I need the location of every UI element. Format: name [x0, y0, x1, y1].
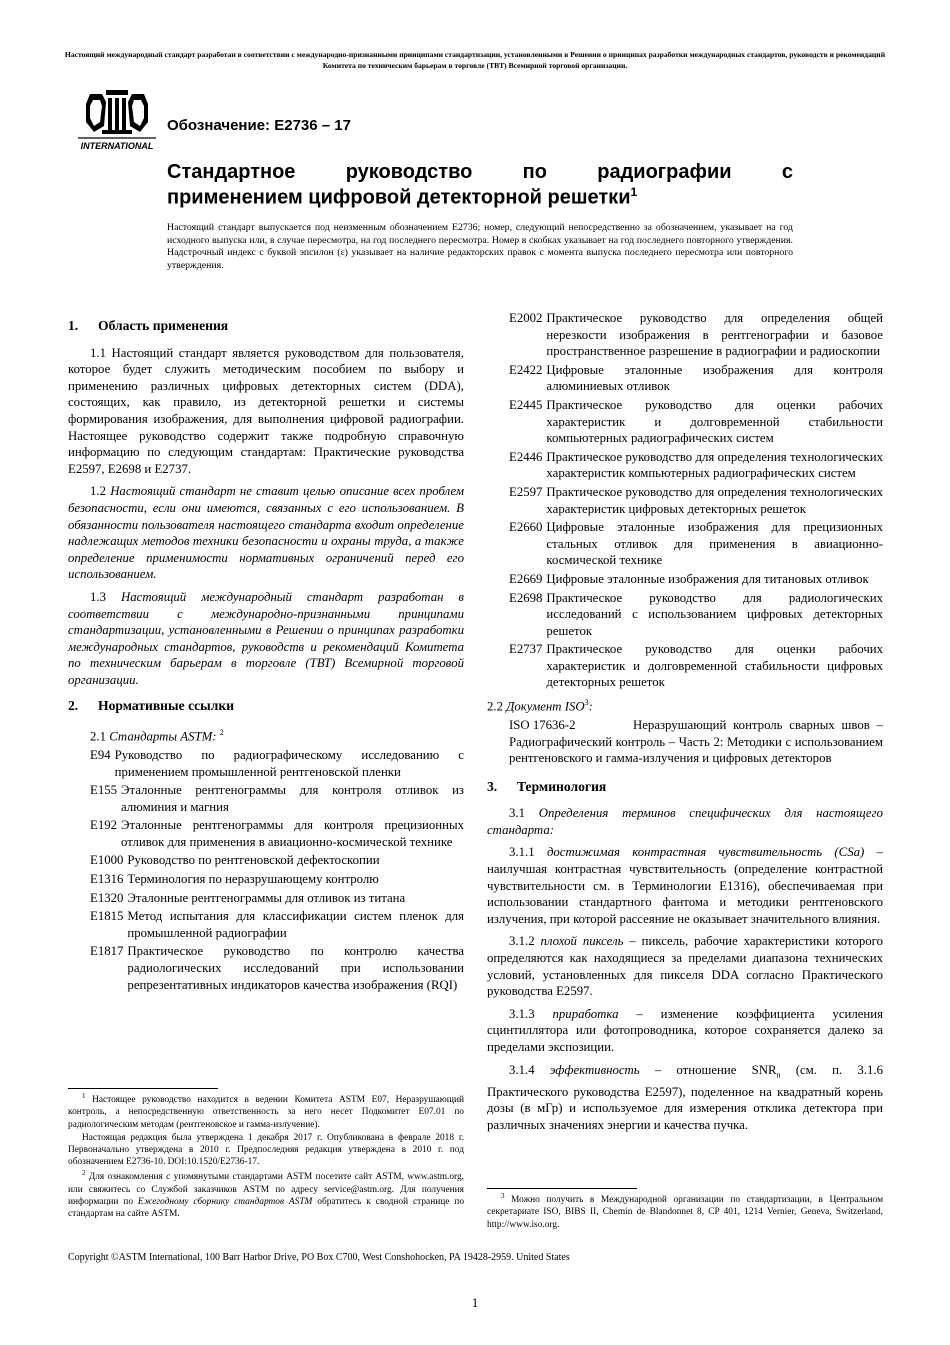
footnote-2: $^2$ Для ознакомления с упомянутыми стандартами ASTM посетите сайт ASTM, www.astm.org, или свяжитесь со Службой заказчиков ASTM по адресу service@astm.org. Для получения информации по Ежегодному сборнику стандартов ASTM обратитесь к сводной странице по стандартам на сайте ASTM.	[68, 1169, 465, 1220]
reference-list-left	[68, 747, 464, 993]
subsection-2-1: 2.1 Стандарты ASTM: $^2$	[90, 728, 224, 744]
reference-code: E2002	[509, 311, 543, 325]
paragraph-1-2: 1.2 Настоящий стандарт не ставит целью описание всех проблем безопасности, если они имеются, связанных с его использованием. В обязанности пользователя настоящего стандарта входит определение надлежащих методов техники безопасности и охраны труда, а также определение применимости нормативных ограничений перед его использованием.	[68, 484, 464, 582]
reference-title: Эталонные рентгенограммы для контроля прецизионных отливок для применения в авиационно-космической технике	[121, 818, 464, 849]
reference-code: E2422	[509, 362, 543, 377]
reference-title: Практическое руководство для радиологических исследований с использованием цифровых детекторных решеток	[546, 590, 883, 638]
reference-title: Метод испытания для классификации систем пленок для промышленной радиографии	[127, 909, 464, 940]
footnote-1-approval: Настоящая редакция была утверждена 1 декабря 2017 г. Опубликована в феврале 2018 г. Первоначально утверждена в 2010 г. Предпоследняя редакция утверждена в 2010 г. под обозначением E2736-10. DOI:10.1520/E2736-17.	[68, 1132, 464, 1168]
reference-list-right	[487, 310, 883, 691]
footnotes-right	[487, 1188, 883, 1232]
reference-code: E2445	[509, 397, 543, 412]
reference-item	[487, 519, 883, 569]
reference-code: E1817	[90, 944, 124, 959]
reference-title: Эталонные рентгенограммы для контроля отливок из алюминия и магния	[121, 783, 464, 814]
standards-notice: Настоящий международный стандарт разработан в соответствии с международно-признанными принципами стандартизации, установленными в Решении о принципах разработки международных стандартов, руководств и рекомендаций Комитета по техническим барьерам в торговле (ТВТ) Всемирной торговой организации.	[64, 50, 886, 70]
reference-item	[68, 852, 464, 869]
section-2-heading: 2. Нормативные ссылки	[68, 698, 235, 714]
reference-code: E192	[90, 818, 118, 833]
footnote-rule	[487, 1188, 637, 1189]
reference-code: E2597	[509, 484, 543, 499]
reference-title: Практическое руководство для определения технологических характеристик компьютерных радиографических систем	[546, 449, 883, 481]
reference-title: Цифровые эталонные изображения для титановых отливок	[546, 571, 869, 586]
reference-title: Практическое руководство для определения общей нерезкости изображения в рентгенографии и базовое пространственное разрешение в радиографии и радиоскопии	[546, 311, 883, 359]
reference-item	[68, 908, 464, 941]
definition-3-1-3: 3.1.3 приработка – изменение коэффициента усиления сцинтиллятора или фотопроводника, которое сохраняется далеко за пределами экспозиции.	[487, 1006, 884, 1055]
left-column	[68, 312, 464, 995]
copyright: Copyright ©ASTM International, 100 Barr Harbor Drive, PO Box C700, West Conshohocken, PA 19428-2959. United States	[68, 1252, 570, 1263]
reference-item	[487, 362, 883, 395]
reference-item	[487, 484, 883, 517]
reference-code: E1815	[90, 909, 124, 924]
reference-item	[487, 310, 883, 360]
reference-item	[487, 571, 883, 588]
section-3-heading: 3. Терминология	[487, 778, 607, 794]
reference-item	[68, 890, 464, 907]
reference-code: E2669	[509, 571, 543, 586]
paragraph-1-1: 1.1 Настоящий стандарт является руководством для пользователя, которое будет служить методическим пособием по выбору и применению различных цифровых детекторных систем (DDA), состоящих, как правило, из детекторной решетки и системы формирования изображения, для выполнения цифровой радиографии. Настоящее руководство содержит также подробную справочную информацию по следующим стандартам: Практические руководства E2597, E2698 и E2737.	[68, 345, 464, 476]
reference-title: Руководство по радиографическому исследованию с применением промышленной рентгеновской пленки	[114, 747, 464, 779]
iso-text: Неразрушающий контроль сварных швов – Радиографический контроль – Часть 2: Методики с использованием рентгеновского и гамма-излучения и цифровых детекторов	[509, 717, 883, 766]
reference-title: Терминология по неразрушающему контролю	[127, 872, 379, 887]
reference-code: E1000	[90, 853, 124, 868]
right-column	[487, 310, 883, 1140]
footnote-rule	[68, 1088, 218, 1089]
reference-item	[68, 782, 464, 815]
reference-code: E155	[90, 783, 118, 798]
footnotes-left	[68, 1088, 464, 1221]
reference-item	[68, 747, 464, 780]
footnote-1: $^1$ Настоящее руководство находится в ведении Комитета ASTM E07, Неразрушающий контроль, а непосредственную ответственность за него несет Подкомитет E07.01 по радиологическим методам (рентгеновское и гамма-излучение).	[68, 1092, 465, 1130]
reference-item	[487, 449, 883, 482]
definition-3-1-4: 3.1.4 эффективность – отношение $SNR_n$ (см. п. 3.1.6 Практического руководства E2597), поделенное на квадратный корень дозы (в мГр) и используемое для измерения отклика детектора при различных значениях энергии и качества пучка.	[487, 1062, 884, 1132]
paragraph-1-3: 1.3 Настоящий международный стандарт разработан в соответствии с международно-признанными принципами стандартизации, установленными в Решении о принципах разработки международных стандартов, руководств и рекомендаций Комитета по техническим барьерам в торговле (ТВТ) Всемирной торговой организации.	[68, 589, 464, 687]
reference-item	[68, 871, 464, 888]
iso-code: ISO 17636-2	[509, 717, 576, 732]
page-number: 1	[471, 1295, 479, 1310]
reference-code: E2698	[509, 590, 543, 605]
reference-title: Практическое руководство для определения технологических характеристик цифровых детекторных решеток	[546, 484, 883, 516]
reference-code: E2446	[509, 449, 543, 464]
reference-code: E1316	[90, 872, 124, 887]
iso-reference	[509, 717, 883, 767]
reference-item	[68, 817, 464, 850]
reference-title: Практическое руководство для оценки рабочих характеристик и долговременной стабильности компьютерных радиографических систем	[546, 397, 883, 446]
reference-item	[68, 943, 464, 993]
reference-title: Цифровые эталонные изображения для контроля алюминиевых отливок	[546, 362, 883, 394]
footnote-3: $^3$ Можно получить в Международной организации по стандартизации, в Центральном секретариате ISO, BIBS II, Chemin de Blandonnet 8, CP 401, 1214 Vernier, Geneva, Switzerland, http://www.iso.org.	[487, 1192, 884, 1230]
reference-item	[487, 641, 883, 691]
reference-title: Практическое руководство по контролю качества радиологических исследований при использовании репрезентативных индикаторов качества изображения (RQI)	[127, 944, 464, 992]
reference-item	[487, 397, 883, 447]
title-line-1: Стандартное руководство по радиографии с	[167, 161, 793, 183]
reference-code: E2660	[509, 520, 543, 535]
definition-3-1-1: 3.1.1 достижимая контрастная чувствительность (CSa) – наилучшая контрастная чувствительность (определение контрастной чувствительности см. в Терминологии E1316), обеспечиваемая при использовании стандартного фантома и методики рентгеновского излучения, при которой рассеяние не оказывает значительного влияния.	[487, 845, 884, 926]
definition-3-1-2: 3.1.2 плохой пиксель – пиксель, рабочие характеристики которого определяются как находящиеся за пределами диапазона технических условий, установленных для пикселя DDA согласно Практического руководства E2597.	[487, 934, 883, 999]
title-line-2: применением цифровой детекторной решетки	[167, 186, 631, 209]
reference-code: E2737	[509, 642, 543, 657]
reference-title: Руководство по рентгеновской дефектоскопии	[127, 853, 380, 868]
logo-text: INTERNATIONAL	[80, 141, 154, 151]
definition-3-1: 3.1 Определения терминов специфических для настоящего стандарта:	[487, 806, 883, 837]
reference-code: E94	[90, 747, 111, 762]
title-footnote-mark: 1	[630, 185, 638, 199]
reference-title: Цифровые эталонные изображения для прецизионных стальных отливок для применения в авиационно-космической технике	[546, 520, 883, 568]
document-title	[167, 160, 793, 211]
intro-paragraph: Настоящий стандарт выпускается под неизменным обозначением E2736; номер, следующий непосредственно за обозначением, указывает на год исходного выпуска или, в случае пересмотра, на год последнего пересмотра. Номер в скобках указывает на год последнего повторного утверждения. Надстрочный индекс с буквой эпсилон (ε) указывает на наличие редакторских правок с момента выпуска последнего пересмотра или повторного утверждения.	[167, 222, 793, 272]
designation: Обозначение: E2736 – 17	[167, 117, 351, 134]
reference-item	[487, 590, 883, 640]
reference-title: Практическое руководство для оценки рабочих характеристик и долговременной стабильности цифровых детекторных решеток	[546, 642, 883, 690]
subsection-2-2: 2.2 Документ ISO$^3$:	[487, 698, 593, 714]
astm-logo	[76, 86, 158, 152]
reference-code: E1320	[90, 890, 124, 905]
reference-title: Эталонные рентгенограммы для отливок из титана	[127, 890, 406, 905]
section-1-heading: 1. Область применения	[68, 318, 229, 333]
